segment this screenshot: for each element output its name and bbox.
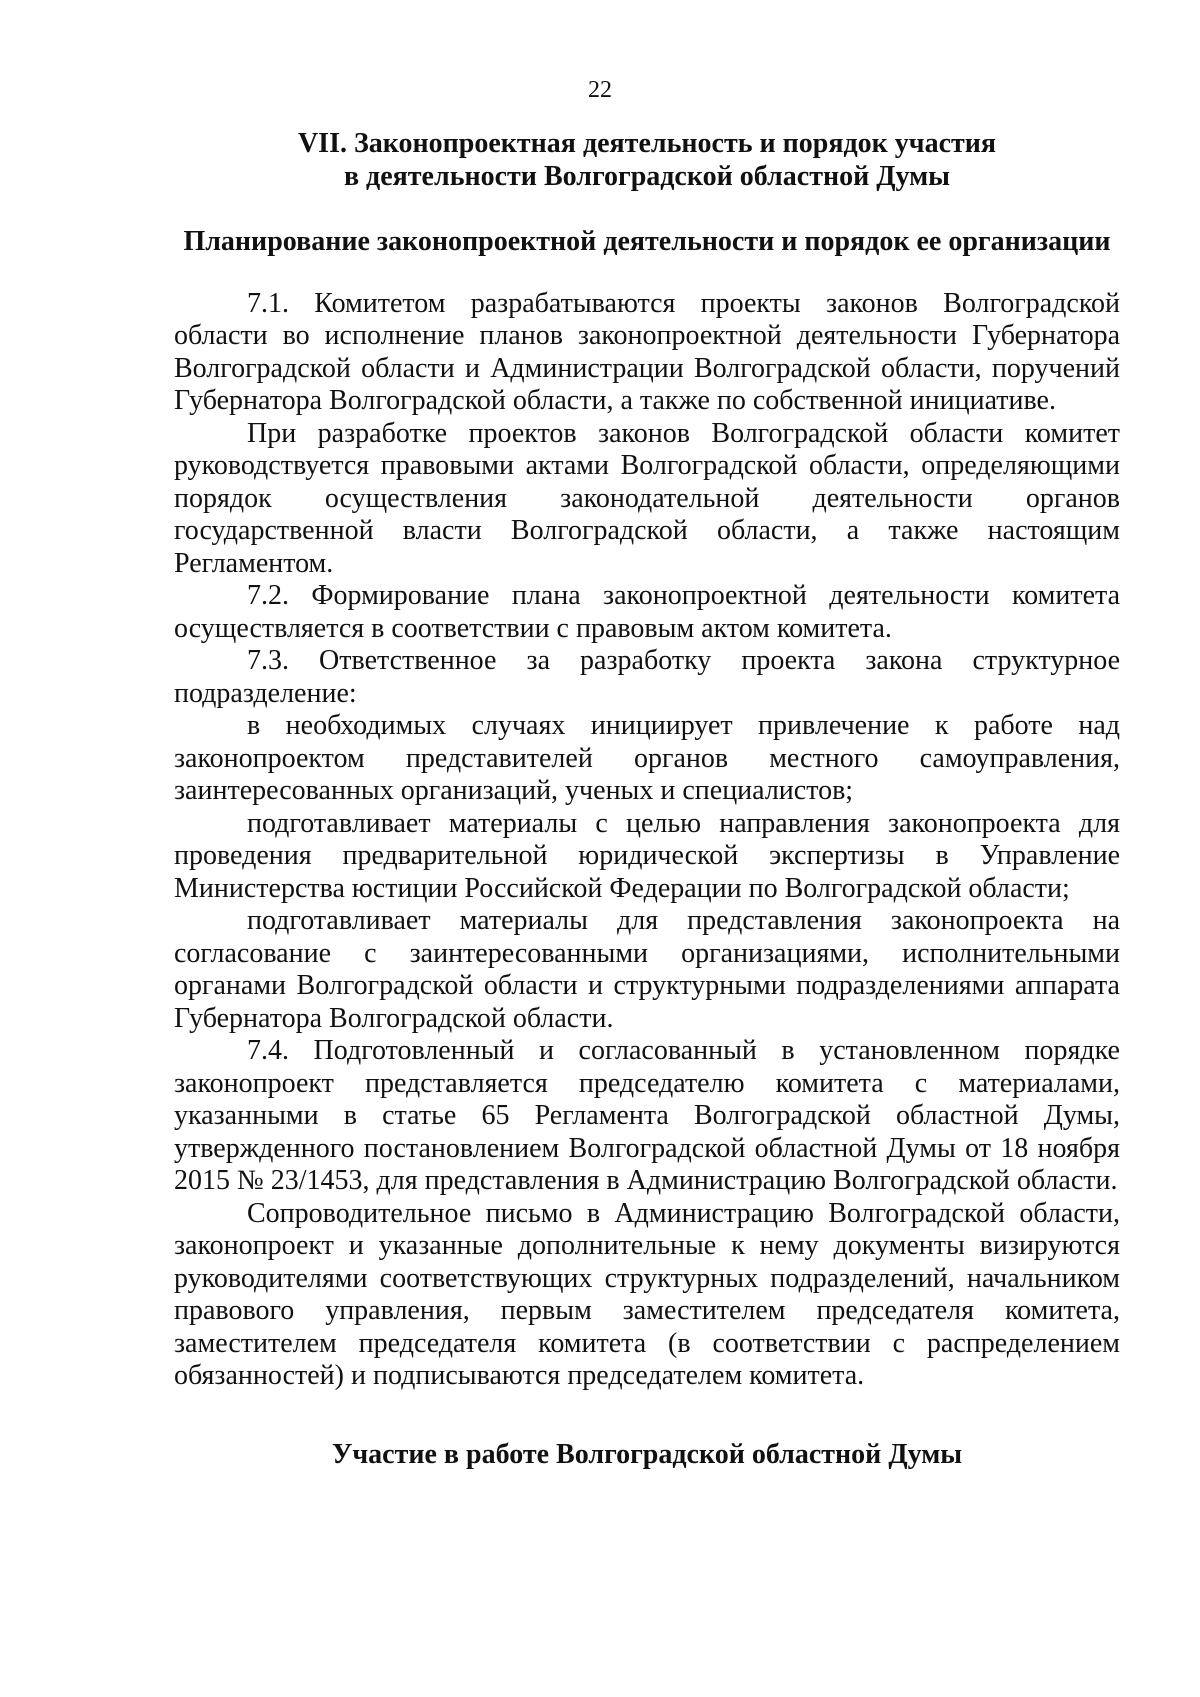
paragraph-7-2: 7.2. Формирование плана законопроектной деятельности комитета осуществляется в соответствии с правовым актом комитета. (174, 580, 1120, 644)
paragraph-7-1: 7.1. Комитетом разрабатываются проекты законов Волгоградской области во исполнение планов законопроектной деятельности Губернатора Волгоградской области и Администрации Волгоградской области, поручений Губернатора Волгоградской области, а также по собственной инициативе. (174, 287, 1120, 416)
page-number: 22 (588, 77, 612, 103)
chapter-heading-line-1: VII. Законопроектная деятельность и порядок участия (297, 128, 997, 159)
paragraph-7-3-item-2: подготавливает материалы с целью направления законопроекта для проведения предварительной юридической экспертизы в Управление Министерства юстиции Российской Федерации по Волгоградской области; (174, 807, 1120, 904)
chapter-heading (174, 128, 1120, 193)
document-body (174, 128, 1120, 1471)
paragraph-cover-letter: Сопроводительное письмо в Администрацию Волгоградской области, законопроект и указанные дополнительные к нему документы визируются руководителями соответствующих структурных подразделений, начальником правового управления, первым заместителем председателя комитета, заместителем председателя комитета (в соответствии с распределением обязанностей) и подписываются председателем комитета. (174, 1197, 1120, 1391)
final-section-heading: Участие в работе Волгоградской областной Думы (331, 1438, 963, 1470)
chapter-heading-line-2: в деятельности Волгоградской областной Думы (343, 160, 951, 192)
paragraph-development-rules: При разработке проектов законов Волгоградской области комитет руководствуется правовыми актами Волгоградской области, определяющими порядок осуществления законодательной деятельности органов государственной власти Волгоградской области, а также настоящим Регламентом. (174, 417, 1120, 579)
paragraph-7-4: 7.4. Подготовленный и согласованный в установленном порядке законопроект представляется председателю комитета с материалами, указанными в статье 65 Регламента Волгоградской областной Думы, утвержденного постановлением Волгоградской областной Думы от 18 ноября 2015 № 23/1453, для представления в Администрацию Волгоградской области. (174, 1035, 1120, 1196)
paragraph-7-3: 7.3. Ответственное за разработку проекта закона структурное подразделение: (174, 645, 1120, 709)
paragraph-7-3-item-1: в необходимых случаях инициирует привлечение к работе над законопроектом представителей органов местного самоуправления, заинтересованных организаций, ученых и специалистов; (174, 710, 1120, 806)
section-heading: Планирование законопроектной деятельности и порядок ее организации (183, 226, 1111, 257)
paragraph-7-3-item-3: подготавливает материалы для представления законопроекта на согласование с заинтересованными организациями, исполнительными органами Волгоградской области и структурными подразделениями аппарата Губернатора Волгоградской области. (174, 905, 1120, 1034)
